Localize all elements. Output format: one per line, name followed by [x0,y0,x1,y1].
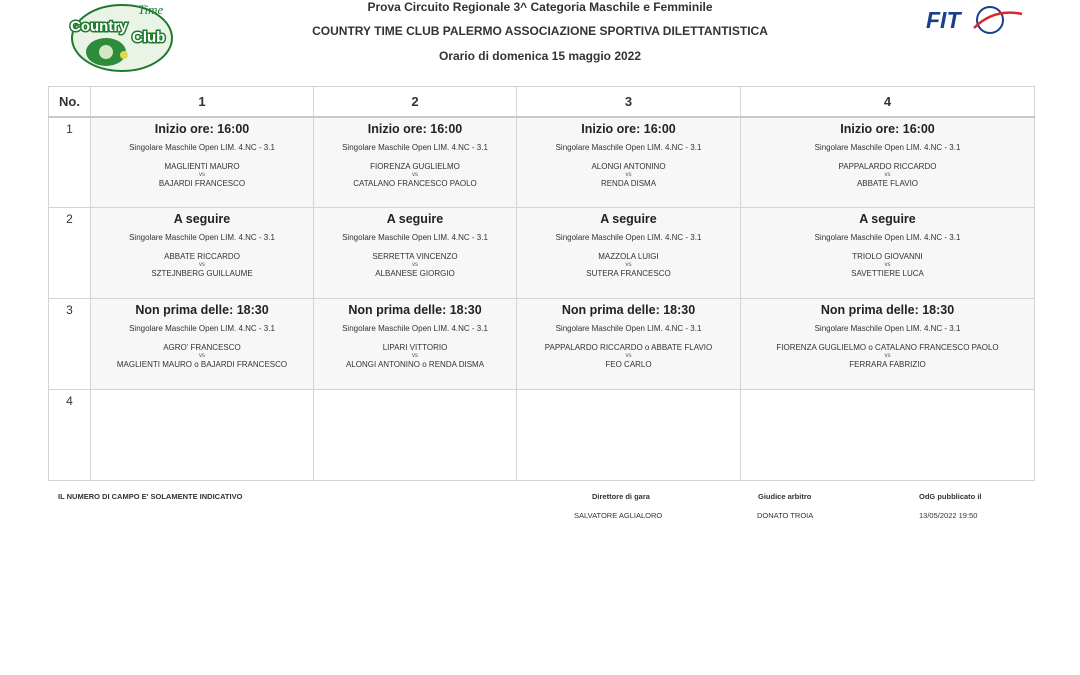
logo-text-club: Club [132,29,166,46]
column-header-no: No. [49,87,91,117]
player-one: AGRO' FRANCESCO [163,343,241,352]
match-category: Singolare Maschile Open LIM. 4.NC - 3.1 [129,142,275,152]
match-category: Singolare Maschile Open LIM. 4.NC - 3.1 [555,324,702,333]
player-one: TRIOLO GIOVANNI [852,252,923,261]
match-category: Singolare Maschile Open LIM. 4.NC - 3.1 [555,233,702,242]
player-one: ABBATE RICCARDO [164,252,240,261]
match-cell [91,299,314,390]
match-category: Singolare Maschile Open LIM. 4.NC - 3.1 [342,233,488,242]
player-two: ALONGI ANTONINO o RENDA DISMA [345,360,485,369]
versus-label: vs [884,353,891,359]
player-two: SZTEJNBERG GUILLAUME [151,269,253,278]
versus-label: vs [199,262,205,268]
column-header-court-3: 3 [517,87,741,117]
match-time: Non prima delle: 18:30 [135,303,269,317]
match-cell [741,208,1035,299]
versus-label: vs [199,353,205,359]
match-time: Inizio ore: 16:00 [154,121,250,136]
table-row [49,390,1035,481]
versus-label: vs [884,262,891,268]
club-name: COUNTRY TIME CLUB PALERMO ASSOCIAZIONE SPORTIVA DILETTANTISTICA [312,24,768,38]
tournament-title: Prova Circuito Regionale 3^ Categoria Maschile e Femminile [367,0,713,14]
match-cell [517,299,741,390]
player-one: FIORENZA GUGLIELMO [370,161,460,171]
match-cell [314,117,517,208]
player-two: MAGLIENTI MAURO o BAJARDI FRANCESCO [116,360,288,369]
versus-label: vs [625,262,632,268]
match-category: Singolare Maschile Open LIM. 4.NC - 3.1 [342,324,488,333]
player-two: FEO CARLO [605,360,652,369]
player-two: RENDA DISMA [600,178,657,188]
match-time: Inizio ore: 16:00 [840,121,935,136]
fit-logo [924,4,1024,38]
match-category: Singolare Maschile Open LIM. 4.NC - 3.1 [129,324,275,333]
schedule-table [48,86,1035,481]
table-header-row [49,87,1035,117]
court-note: IL NUMERO DI CAMPO E' SOLAMENTE INDICATIVO [58,492,243,501]
player-one: MAGLIENTI MAURO [164,161,240,171]
player-two: FERRARA FABRIZIO [849,360,926,369]
versus-label: vs [412,171,418,178]
row-number: 3 [49,299,91,390]
player-one: PAPPALARDO RICCARDO o ABBATE FLAVIO [544,343,713,352]
player-one: SERRETTA VINCENZO [372,252,458,261]
player-two: CATALANO FRANCESCO PAOLO [353,178,477,188]
versus-label: vs [412,353,418,359]
match-time: Non prima delle: 18:30 [348,303,482,317]
versus-label: vs [412,262,418,268]
fit-logo-text: FIT [926,7,961,33]
published-date: 13/05/2022 19:50 [919,511,978,520]
match-time: Non prima delle: 18:30 [820,303,955,317]
match-cell [517,208,741,299]
match-cell [314,390,517,481]
player-one: FIORENZA GUGLIELMO o CATALANO FRANCESCO PAOLO [776,343,999,352]
player-two: ABBATE FLAVIO [856,178,919,188]
row-number: 2 [49,208,91,299]
match-category: Singolare Maschile Open LIM. 4.NC - 3.1 [555,142,702,152]
match-time: Inizio ore: 16:00 [367,121,463,136]
match-cell [517,390,741,481]
versus-label: vs [884,171,891,178]
match-category: Singolare Maschile Open LIM. 4.NC - 3.1 [814,142,961,152]
match-time: Inizio ore: 16:00 [581,121,676,136]
player-two: SAVETTIERE LUCA [851,269,924,278]
match-cell [314,299,517,390]
column-header-court-4: 4 [741,87,1035,117]
player-one: LIPARI VITTORIO [382,343,448,352]
versus-label: vs [625,353,632,359]
match-time: Non prima delle: 18:30 [561,303,696,317]
match-category: Singolare Maschile Open LIM. 4.NC - 3.1 [129,233,275,242]
match-cell [91,390,314,481]
match-cell [741,299,1035,390]
match-time: A seguire [173,212,231,226]
published-label: OdG pubblicato il [919,492,982,501]
match-cell [91,208,314,299]
match-time: A seguire [386,212,444,226]
column-header-court-1: 1 [91,87,314,117]
referee-label: Giudice arbitro [758,492,812,501]
logo-text-country: Country [70,18,128,35]
match-category: Singolare Maschile Open LIM. 4.NC - 3.1 [814,324,961,333]
match-cell [314,208,517,299]
column-header-court-2: 2 [314,87,517,117]
table-row [49,208,1035,299]
match-cell [741,390,1035,481]
country-time-club-logo [66,0,182,74]
row-number: 4 [49,390,91,481]
match-cell [91,117,314,208]
table-row [49,117,1035,208]
director-label: Direttore di gara [592,492,650,501]
match-category: Singolare Maschile Open LIM. 4.NC - 3.1 [814,233,961,242]
player-one: ALONGI ANTONINO [591,161,666,171]
player-one: MAZZOLA LUIGI [598,252,659,261]
row-number: 1 [49,117,91,208]
versus-label: vs [199,171,205,178]
player-one: PAPPALARDO RICCARDO [838,161,937,171]
player-two: SUTERA FRANCESCO [586,269,671,278]
match-cell [517,117,741,208]
versus-label: vs [625,171,632,178]
match-category: Singolare Maschile Open LIM. 4.NC - 3.1 [342,142,488,152]
schedule-date: Orario di domenica 15 maggio 2022 [438,49,642,63]
player-two: BAJARDI FRANCESCO [158,178,246,188]
director-name: SALVATORE AGLIALORO [574,511,663,520]
logo-text-time: Time [138,2,164,17]
table-row [49,299,1035,390]
match-time: A seguire [859,212,916,226]
referee-name: DONATO TROIA [757,511,814,520]
match-time: A seguire [600,212,657,226]
match-cell [741,117,1035,208]
player-two: ALBANESE GIORGIO [375,269,455,278]
